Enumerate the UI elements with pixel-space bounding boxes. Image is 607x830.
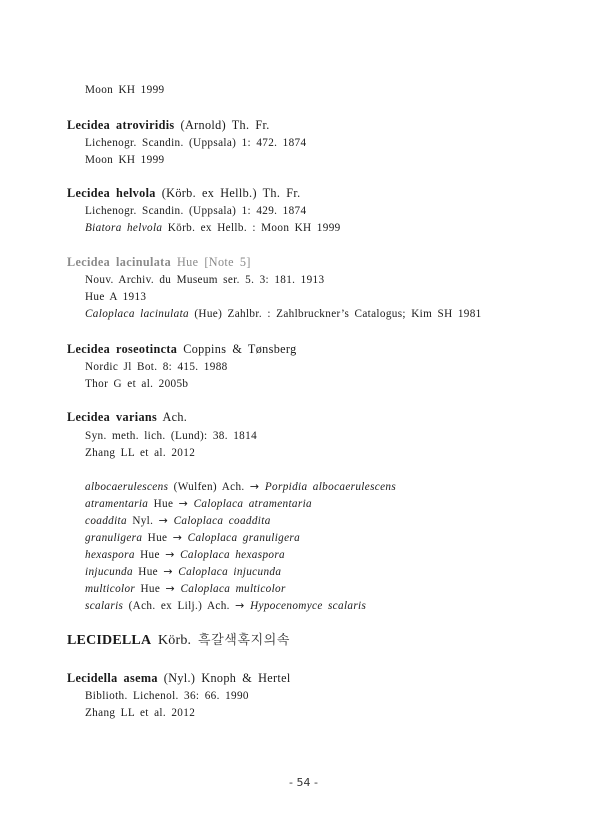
- transfer-line: [85, 497, 312, 511]
- species-name: Lecidea varians: [67, 410, 158, 424]
- transfer-author: Hue: [140, 549, 160, 561]
- transfer-target: Caloplaca granuligera: [187, 532, 301, 544]
- transfer-line: [85, 548, 285, 562]
- arrow-right-icon: →: [158, 514, 169, 527]
- species-heading: [67, 186, 301, 200]
- transfer-author: Nyl.: [132, 515, 154, 527]
- synonym-name: Caloplaca lacinulata: [85, 308, 189, 320]
- arrow-right-icon: →: [165, 548, 175, 561]
- transfer-line: [85, 531, 300, 545]
- transfer-epithet: hexaspora: [85, 549, 135, 561]
- page-number: - 54 -: [289, 776, 318, 789]
- reference-line: Lichenogr. Scandin. (Uppsala) 1: 429. 1874: [85, 205, 307, 217]
- transfer-line: [85, 582, 286, 596]
- transfer-line: [85, 480, 396, 494]
- species-heading: [67, 255, 251, 269]
- arrow-right-icon: →: [235, 599, 245, 612]
- transfer-epithet: injucunda: [85, 566, 133, 578]
- synonym-line: [85, 221, 341, 235]
- transfer-target: Caloplaca multicolor: [180, 583, 286, 595]
- arrow-right-icon: →: [249, 480, 260, 493]
- genus-korean-name: 흑갈색혹지의속: [197, 633, 291, 648]
- genus-author: Körb.: [157, 633, 192, 648]
- transfer-epithet: granuligera: [85, 532, 143, 544]
- reference-line: Nordic Jl Bot. 8: 415. 1988: [85, 361, 228, 373]
- species-author: Coppins & Tønsberg: [183, 342, 297, 356]
- genus-heading: [67, 629, 290, 649]
- species-heading: [67, 342, 297, 356]
- transfer-author: Hue: [138, 566, 158, 578]
- species-heading: [67, 671, 291, 685]
- reference-line: Zhang LL et al. 2012: [85, 447, 196, 459]
- species-author: (Nyl.) Knoph & Hertel: [163, 671, 291, 685]
- species-heading: [67, 410, 187, 424]
- synonym-detail: Körb. ex Hellb. : Moon KH 1999: [167, 222, 341, 234]
- species-name: Lecidella asema: [67, 671, 158, 685]
- transfer-target: Caloplaca atramentaria: [193, 498, 312, 510]
- synonym-detail: (Hue) Zahlbr. : Zahlbruckner’s Catalogus; Kim SH 1981: [194, 308, 482, 320]
- transfer-target: Hypocenomyce scalaris: [250, 600, 367, 612]
- reference-line: Syn. meth. lich. (Lund): 38. 1814: [85, 430, 258, 442]
- arrow-right-icon: →: [165, 582, 176, 595]
- transfer-epithet: albocaerulescens: [85, 481, 169, 493]
- transfer-author: Hue: [147, 532, 168, 544]
- reference-line: Zhang LL et al. 2012: [85, 707, 196, 719]
- transfer-epithet: atramentaria: [85, 498, 149, 510]
- species-author: Hue [Note 5]: [177, 255, 251, 269]
- species-name: Lecidea atroviridis: [67, 118, 175, 132]
- transfer-epithet: multicolor: [85, 583, 136, 595]
- reference-line: Nouv. Archiv. du Museum ser. 5. 3: 181. 1913: [85, 274, 325, 286]
- species-name: Lecidea lacinulata: [67, 255, 172, 269]
- transfer-author: Hue: [153, 498, 174, 510]
- species-author: (Arnold) Th. Fr.: [180, 118, 270, 132]
- transfer-line: [85, 565, 281, 579]
- transfer-line: [85, 599, 366, 613]
- transfer-target: Porpidia albocaerulescens: [264, 481, 397, 493]
- transfer-author: (Ach. ex Lilj.) Ach.: [128, 600, 230, 612]
- transfer-target: Caloplaca coaddita: [173, 515, 271, 527]
- species-name: Lecidea helvola: [67, 186, 156, 200]
- reference-line: Moon KH 1999: [85, 84, 165, 96]
- synonym-line: [85, 307, 482, 321]
- species-author: Ach.: [162, 410, 188, 424]
- reference-line: Hue A 1913: [85, 291, 147, 303]
- reference-line: Moon KH 1999: [85, 154, 165, 166]
- reference-line: Thor G et al. 2005b: [85, 378, 189, 390]
- transfer-author: Hue: [140, 583, 161, 595]
- arrow-right-icon: →: [172, 531, 183, 544]
- transfer-epithet: scalaris: [85, 600, 124, 612]
- reference-line: Biblioth. Lichenol. 36: 66. 1990: [85, 690, 249, 702]
- synonym-name: Biatora helvola: [85, 222, 163, 234]
- transfer-target: Caloplaca injucunda: [178, 566, 282, 578]
- species-name: Lecidea roseotincta: [67, 342, 178, 356]
- species-author: (Körb. ex Hellb.) Th. Fr.: [161, 186, 301, 200]
- arrow-right-icon: →: [178, 497, 189, 510]
- transfer-author: (Wulfen) Ach.: [173, 481, 245, 493]
- species-heading: [67, 118, 270, 132]
- transfer-line: [85, 514, 271, 528]
- transfer-epithet: coaddita: [85, 515, 127, 527]
- genus-name: LECIDELLA: [67, 633, 152, 648]
- arrow-right-icon: →: [163, 565, 173, 578]
- reference-line: Lichenogr. Scandin. (Uppsala) 1: 472. 1874: [85, 137, 307, 149]
- transfer-target: Caloplaca hexaspora: [180, 549, 285, 561]
